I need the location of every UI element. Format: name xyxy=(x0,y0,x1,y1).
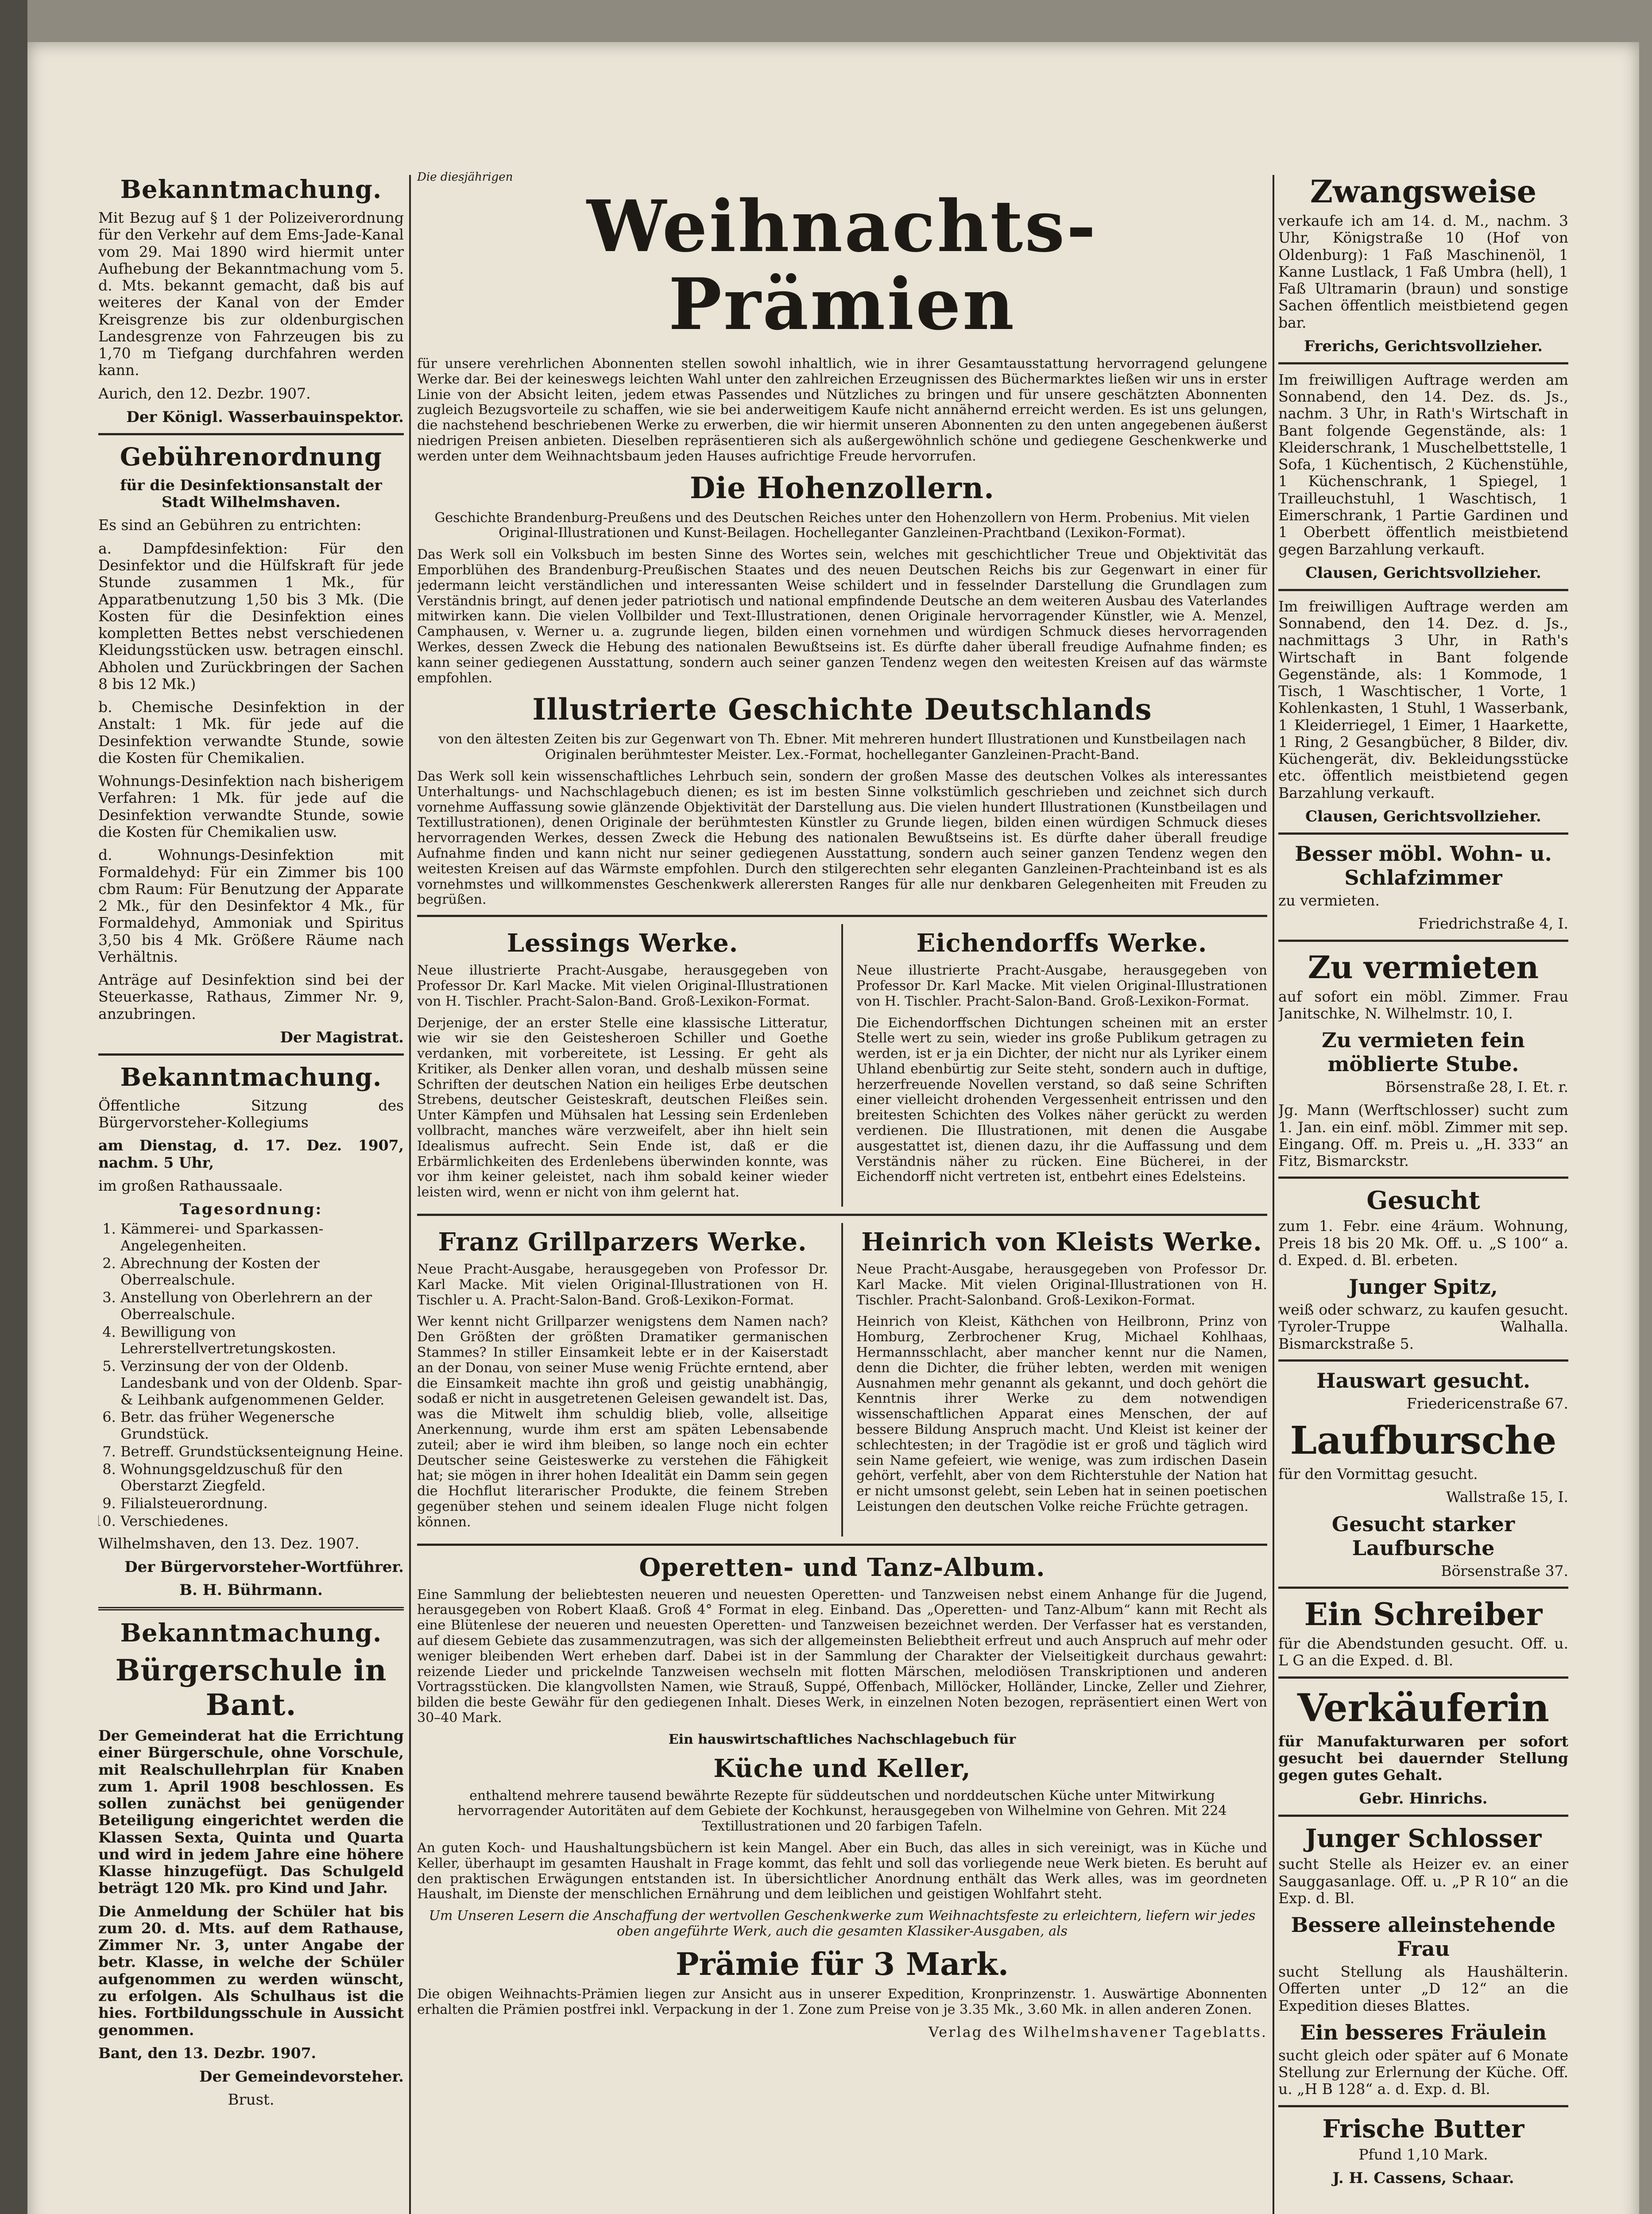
agenda-item: 3. Anstellung von Oberlehrern an der Oberrealschule. xyxy=(120,1289,404,1323)
agenda-item: 6. Betr. das früher Wegenersche Grundstück. xyxy=(120,1409,404,1443)
kleist-text: Heinrich von Kleist, Käthchen von Heilbronn, Prinz von Homburg, Zerbrochener Krug, Michael Kohlhaas, Hermannsschlacht, aber mancher kennt nur die Namen, denn die Dichter, die früher lebten, werden mit wenigen Ausnahmen mehr genannt als gekannt, und doch gehört die Kenntnis ihrer Werke zu dem notwendigen wissenschaftlichen Apparat eines Menschen, der auf bessere Bildung Anspruch macht. Und Kleist ist keiner der schlechtesten; in der Tragödie ist er groß und täglich wird sein Name gefeiert, wie wenige, was zum irdischen Dasein gehört, verfehlt, aber von dem Richterstuhle der Nation hat er nicht umsonst gelebt, sein Leben hat in seinen poetischen Leistungen den deutschen Volke reiche Früchte getragen. xyxy=(856,1314,1267,1515)
divider xyxy=(1278,1359,1568,1362)
a8-addr: Wallstraße 15, I. xyxy=(1446,1488,1568,1506)
bek2-place: im großen Rathaussaale. xyxy=(98,1177,283,1194)
lessing-sub: Neue illustrierte Pracht-Ausgabe, herausgegeben von Professor Dr. Karl Macke. Mit vielen Original-Illustrationen von H. Tischler. Pracht-Salon-Band. Groß-Lexikon-Format. xyxy=(417,963,828,1009)
bek1-sig: Der Königl. Wasserbauinspektor. xyxy=(126,408,404,426)
frei1-sig: Clausen, Gerichtsvollzieher. xyxy=(1305,564,1541,582)
column-rule xyxy=(409,175,411,2214)
zw-title: Zwangsweise xyxy=(1310,173,1537,210)
a11-text: für Manufakturwaren per sofort gesucht bei dauernder Stellung gegen gutes Gehalt. xyxy=(1278,1732,1568,1784)
bek1-text: Mit Bezug auf § 1 der Polizeiverordnung für den Verkehr auf dem Ems-Jade-Kanal vom 29. Mai 1890 wird hiermit unter Aufhebung der Bekanntmachung vom 5. d. Mts. bekannt gemacht, daß bis auf weiteres der Kanal von der Emder Kreisgrenze bis zur oldenburgischen Landesgrenze von Fahrzeugen bis zu 1,70 m Tiefgang durchfahren werden kann. xyxy=(98,209,404,379)
bek2-sig2: B. H. Bührmann. xyxy=(179,1581,323,1599)
a13-title: Bessere alleinstehende Frau xyxy=(1291,1913,1556,1961)
bek3-title: Bekanntmachung. xyxy=(120,1618,382,1648)
books-row-1 xyxy=(417,924,1267,1207)
divider xyxy=(1278,1177,1568,1179)
agenda-item: 8. Wohnungsgeldzuschuß für den Oberstarzt Ziegfeld. xyxy=(120,1461,404,1495)
right-column xyxy=(1278,170,1568,2192)
kueche-sub: enthaltend mehrere tausend bewährte Rezepte für süddeutschen und norddeutschen Küche unter Mitwirkung hervorragender Autoritäten auf dem Gebiete der Kochkunst, herausgegeben von Wilhelmine von Gehren. Mit 224 Textillustrationen und 20 farbigen Tafeln. xyxy=(457,1788,1227,1835)
geb-e: Anträge auf Desinfektion sind bei der Steuerkasse, Rathaus, Zimmer Nr. 9, anzubringen. xyxy=(98,971,404,1022)
bek3-text: Der Gemeinderat hat die Errichtung einer Bürgerschule, ohne Vorschule, mit Realschullehrplan für Knaben zum 1. April 1908 beschlossen. Es sollen zunächst bei genügender Beteiligung eingerichtet werden die Klassen Sexta, Quinta und Quarta und wird in jedem Jahre eine höhere Klasse hinzugefügt. Das Schulgeld beträgt 120 Mk. pro Kind und Jahr. xyxy=(98,1726,404,1897)
bek3-sig: Der Gemeindevorsteher. xyxy=(199,2068,404,2086)
a2-text: auf sofort ein möbl. Zimmer. Frau Janitschke, N. Wilhelmstr. 10, I. xyxy=(1278,987,1568,1022)
illu-text: Das Werk soll kein wissenschaftliches Lehrbuch sein, sondern der großen Masse des deutschen Volkes als interessantes Unterhaltungs- und Nachschlagebuch dienen; es ist im besten Sinne volkstümlich geschrieben und zeichnet sich durch vornehme Auffassung sowie glänzende Objektivität der Darstellung aus. Die vielen hundert Illustrationen (Kunstbeilagen und Textillustrationen), denen Originale der berühmtesten Künstler zu Grunde liegen, bilden einen würdigen Schmuck dieses hervorragenden Werkes, dessen Zweck die Hebung des nationalen Bewußtseins ist. Es dürfte daher überall freudige Aufnahme finden und kann nicht nur seiner gediegenen Ausstattung, sondern auch seiner ganzen Tendenz wegen den weitesten Kreisen auf das Wärmste empfohlen. Durch den stilgerechten sehr eleganten Ganzleinen-Prachteinband ist es als vornehmstes und willkommenstes Geschenkwerk allerersten Ranges für alle nur denkbaren Gelegenheiten mit Freuden zu begrüßen. xyxy=(417,768,1267,908)
kleist-sub: Neue Pracht-Ausgabe, herausgegeben von Professor Dr. Karl Macke. Mit vielen Original-Illustrationen von H. Tischler. Pracht-Salonband. Groß-Lexikon-Format. xyxy=(856,1262,1267,1308)
eichendorff-title: Eichendorffs Werke. xyxy=(916,929,1207,958)
frei1-text: Im freiwilligen Auftrage werden am Sonnabend, den 14. Dez. ds. Js., nachm. 3 Uhr, in Rath's Wirtschaft in Bant folgende Gegenstände, als: 1 Kleiderschrank, 1 Muschelbettstelle, 1 Sofa, 1 Küchentisch, 2 Küchenstühle, 1 Küchenschrank, 1 Spiegel, 1 Trailleuchstuhl, 1 Waschtisch, 1 Eimerschrank, 1 Partie Gardinen und 1 Oberbett öffentlich meistbietend gegen Barzahlung verkauft. xyxy=(1278,371,1568,558)
books-row-2 xyxy=(417,1223,1267,1537)
a11-sig: Gebr. Hinrichs. xyxy=(1359,1790,1488,1808)
operetten-text: Eine Sammlung der beliebtesten neueren und neuesten Operetten- und Tanzweisen nebst einem Anhange für die Jugend, herausgegeben von Robert Klaaß. Groß 4° Format in eleg. Einband. Das „Operetten- und Tanz-Album“ kann mit Recht als eine Blütenlese der neueren und neuesten Operetten- und Tanzweisen bezeichnet werden. Der Verfasser hat es verstanden, auf diesem Gebiete das zusammenzutragen, was sich der allgemeinsten Beliebtheit erfreut und auch Anspruch auf mehr oder weniger bleibenden Wert erheben darf. Dabei ist in der Sammlung der Charakter der Vielseitigkeit durchaus gewahrt: reizende Lieder und prickelnde Tanzweisen wechseln mit flotten Märschen, melodiösen Transkriptionen und anderen Vortragsstücken. Die klangvollsten Namen, wie Strauß, Suppé, Offenbach, Millöcker, Holländer, Lincke, Zeller und Ziehrer, bilden die beste Gewähr für den gediegenen Inhalt. Dieses Werk, in einzelnen Noten bezogen, repräsentiert einen Wert von 30–40 Mark. xyxy=(417,1587,1267,1726)
a4-text: Jg. Mann (Werftschlosser) sucht zum 1. Jan. ein einf. möbl. Zimmer mit sep. Eingang. Off. m. Preis u. „H. 333“ an Fitz, Bismarckstr. xyxy=(1278,1101,1568,1170)
frei2-text: Im freiwilligen Auftrage werden am Sonnabend, den 14. Dez. d. Js., nachmittags 3 Uhr, in Rath's Wirtschaft in Bant folgende Gegenstände, als: 1 Kommode, 1 Tisch, 1 Waschtischer, 1 Vorte, 1 Kohlenkasten, 1 Stuhl, 1 Wasserbank, 1 Kleiderriegel, 1 Eimer, 1 Haarkette, 1 Ring, 2 Gesangbücher, 8 Bilder, div. Küchengerät, div. Bekleidungsstücke etc. öffentlich meistbietend gegen Barzahlung verkauft. xyxy=(1278,597,1568,801)
geb-b: b. Chemische Desinfektion in der Anstalt: 1 Mk. für jede auf die Desinfektion verwandte Stunde, sowie die Kosten für Chemikalien. xyxy=(98,698,404,766)
geb-c: Wohnungs-Desinfektion nach bisherigem Verfahren: 1 Mk. für jede auf die Desinfektion verwandte Stunde, sowie die Kosten für Chemikalien usw. xyxy=(98,772,404,840)
column-rule xyxy=(1273,175,1274,2214)
zw-text: verkaufe ich am 14. d. M., nachm. 3 Uhr, Königstraße 10 (Hof von Oldenburg): 1 Faß Maschinenöl, 1 Kanne Lustlack, 1 Faß Umbra (hell), 1 Faß Ultramarin (braun) und sonstige Sachen öffentlich meistbietend gegen bar. xyxy=(1278,212,1568,331)
eichendorff-text: Die Eichendorffschen Dichtungen scheinen mit an erster Stelle wert zu sein, wieder ins große Publikum getragen zu werden, ist er ja ein Dichter, der nicht nur als Lyriker einem Uhland ebenbürtig zur Seite steht, sondern auch in duftige, herzerfreuende Novellen verstand, so daß seine Schriften einer vielleicht drohenden Vergessenheit entrissen und den breitesten Schichten des Volkes näher gerückt zu werden verdienen. Die Illustrationen, mit denen die Ausgabe ausgestattet ist, dienen dazu, ihr die Auffassung und dem Verständnis näher zu rücken. Eine Bücherei, in der Eichendorff nicht vertreten ist, entbehrt eines Edelsteins. xyxy=(856,1015,1267,1185)
geb-d: d. Wohnungs-Desinfektion mit Formaldehyd: Für ein Zimmer bis 100 cbm Raum: Für Benutzung der Apparate 2 Mk., für den Desinfektor 4 Mk., für Formaldehyd, Ammoniak und Spiritus 3,50 bis 4 Mk. Größere Räume nach Verhältnis. xyxy=(98,846,404,965)
praemien-title: Weihnachts-Prämien xyxy=(587,185,1098,346)
a3-addr: Börsenstraße 28, I. Et. r. xyxy=(1385,1078,1568,1096)
bek2-sig: Der Bürgervorsteher-Wortführer. xyxy=(124,1558,404,1576)
a9-title: Gesucht starker Laufbursche xyxy=(1331,1512,1515,1560)
illu-title: Illustrierte Geschichte Deutschlands xyxy=(532,692,1152,727)
agenda-item: 4. Bewilligung von Lehrerstellvertretungskosten. xyxy=(120,1324,404,1358)
a2-title: Zu vermieten xyxy=(1308,948,1539,986)
divider xyxy=(98,433,404,435)
a12-text: sucht Stelle als Heizer ev. an einer Sauggasanlage. Off. u. „P R 10“ an die Exp. d. Bl. xyxy=(1278,1855,1568,1907)
praemien-pre: Die diesjährigen xyxy=(417,170,513,184)
divider xyxy=(417,915,1267,917)
lessing-text: Derjenige, der an erster Stelle eine klassische Litteratur, wie wir sie den Geistesheroen Schiller und Goethe verdanken, mit vorbereitete, ist Lessing. Er geht als Kritiker, als Denker allen voran, und deshalb müssen seine Schriften der deutschen Nation ein heiliges Erbe deutschen Strebens, deutscher Geisteskraft, deutschen Fleißes sein. Unter Kämpfen und Mühsalen hat Lessing sein Erdenleben vollbracht, manches wäre verzweifelt, aber ihn hielt sein Idealismus aufrecht. Sein Ende ist, daß er die Erbärmlichkeiten des Erdenlebens überwinden konnte, was vor ihm keiner geleistet, nach ihm sobald keiner wieder leisten wird, wenn er nicht von ihm gelernt hat. xyxy=(417,1015,828,1200)
bek2-agenda: Tagesordnung: xyxy=(179,1200,323,1219)
bek2-place2: Wilhelmshaven, den 13. Dez. 1907. xyxy=(98,1534,360,1552)
a12-title: Junger Schlosser xyxy=(1305,1824,1542,1854)
agenda-item: 10. Verschiedenes. xyxy=(120,1513,404,1530)
illu-sub: von den ältesten Zeiten bis zur Gegenwart von Th. Ebner. Mit mehreren hundert Illustrationen und Kunstbeilagen nach Originalen berühmtester Meister. Lex.-Format, hochelleganter Ganzleinen-Pracht-Band. xyxy=(438,732,1246,763)
agenda-list xyxy=(98,1221,404,1530)
eichendorff-sub: Neue illustrierte Pracht-Ausgabe, herausgegeben von Professor Dr. Karl Macke. Mit vielen Original-Illustrationen von H. Tischler. Pracht-Salon-Band. Groß-Lexikon-Format. xyxy=(856,963,1267,1009)
a5-text: zum 1. Febr. eine 4räum. Wohnung, Preis 18 bis 20 Mk. Off. u. „S 100“ a. d. Exped. d. Bl. erbeten. xyxy=(1278,1217,1568,1269)
divider xyxy=(417,1214,1267,1216)
grillparzer-sub: Neue Pracht-Ausgabe, herausgegeben von Professor Dr. Karl Macke. Mit vielen Original-Illustrationen von H. Tischler u. A. Pracht-Salon-Band. Groß-Lexikon-Format. xyxy=(417,1262,828,1308)
divider xyxy=(98,1053,404,1056)
divider xyxy=(417,1544,1267,1546)
geb-title: Gebührenordnung xyxy=(120,442,383,472)
a15-title: Frische Butter xyxy=(1322,2114,1524,2144)
column-rule xyxy=(841,924,843,1207)
kueche-text: An guten Koch- und Haushaltungsbüchern ist kein Mangel. Aber ein Buch, das alles in sich vereinigt, was in Küche und Keller, überhaupt im gesamten Haushalt in Frage kommt, das fehlt und soll das vorliegende neue Werk bieten. Es beruht auf den praktischen Erwägungen entstanden ist. In übersichtlicher Anordnung enthält das Werk alles, was im geordneten Haushalt, im Dienste der menschlichen Ernährung und dem leiblichen und geistigen Wohlfahrt steht. xyxy=(417,1840,1267,1902)
a14-title: Ein besseres Fräulein xyxy=(1300,2020,1547,2044)
a8-title: Laufbursche xyxy=(1290,1418,1557,1463)
a11-title: Verkäuferin xyxy=(1297,1685,1549,1730)
divider xyxy=(1278,1676,1568,1679)
a8-text: für den Vormittag gesucht. xyxy=(1278,1465,1478,1483)
geb-sig: Der Magistrat. xyxy=(280,1028,404,1046)
hohenzollern-sub: Geschichte Brandenburg-Preußens und des Deutschen Reiches unter den Hohenzollern von Herm. Probenius. Mit vielen Original-Illustrationen und Kunst-Beilagen. Hochelleganter Ganzleinen-Prachtband (Lexikon-Format). xyxy=(434,510,1250,541)
a13-text: sucht Stellung als Haushälterin. Offerten unter „D 12“ an die Expedition dieses Blattes. xyxy=(1278,1963,1568,2014)
middle-column xyxy=(417,170,1267,2040)
binding-gutter xyxy=(0,0,27,2214)
a5-title: Gesucht xyxy=(1366,1186,1480,1215)
agenda-item: 1. Kämmerei- und Sparkassen-Angelegenheiten. xyxy=(120,1221,404,1254)
geb-subtitle: für die Desinfektionsanstalt der Stadt Wilhelmshaven. xyxy=(120,476,382,511)
hohenzollern-text: Das Werk soll ein Volksbuch im besten Sinne des Wortes sein, welches mit geschichtlicher Treue und Objektivität das Emporblühen des Brandenburg-Preußischen Staates und des neuen Deutschen Reichs bis zur Gegenwart in einer für jedermann leicht verständlichen und interessanten Weise schildert und in fesselnder Darstellung die Grundlagen zum Verständnis bringt, auf denen jeder patriotisch und national empfindende Deutsche an dem weiteren Ausbau des Vaterlandes mitwirken kann. Die vielen Vollbilder und Text-Illustrationen, denen Originale hervorragender Künstler, wie A. Menzel, Camphausen, v. Werner u. a. zugrunde liegen, bilden einen vornehmen und würdigen Schmuck dieses hervorragenden Werkes, dessen Zweck die Hebung des nationalen Bewußtseins ist. Es dürfte daher überall freudige Aufnahme finden; es kann seiner gediegenen Ausstattung, sondern auch seiner ganzen Tendenz wegen den weitesten Kreisen auf das wärmste empfohlen. xyxy=(417,547,1267,686)
a10-title: Ein Schreiber xyxy=(1304,1596,1543,1633)
divider xyxy=(1278,940,1568,942)
praemien-intro: für unsere verehrlichen Abonnenten stellen sowohl inhaltlich, wie in ihrer Gesamtausstattung hervorragend gelungene Werke dar. Bei der keineswegs leichten Wahl unter den zahlreichen Erzeugnissen des Büchermarktes ließen wir uns in erster Linie von der Absicht leiten, jedem etwas Passendes und Nützliches zu bringen und für unsere geschätzten Abonnenten zugleich Bezugsvorteile zu schaffen, wie sie bei anderweitigem Kaufe nicht annähernd erreicht werden. Es ist uns gelungen, die nachstehend beschriebenen Werke zu erwerben, die wir hiermit unseren Abonnenten zu den unten angegebenen äußerst niedrigen Preisen anbieten. Dieselben repräsentieren sich als außergewöhnlich schöne und gediegene Geschenkwerke und werden unter dem Weihnachtsbaum jeden Hauses aufrichtige Freude hervorrufen. xyxy=(417,356,1267,464)
hohenzollern-title: Die Hohenzollern. xyxy=(690,470,994,505)
a1-title: Besser möbl. Wohn- u. Schlafzimmer xyxy=(1295,841,1552,890)
newspaper-page xyxy=(27,42,1639,2214)
operetten-title: Operetten- und Tanz-Album. xyxy=(639,1552,1045,1582)
divider xyxy=(1278,1815,1568,1817)
a15-sig: J. H. Cassens, Schaar. xyxy=(1332,2169,1514,2187)
zw-sig: Frerichs, Gerichtsvollzieher. xyxy=(1304,337,1543,355)
agenda-item: 5. Verzinsung der von der Oldenb. Landesbank und von der Oldenb. Spar- & Leihbank aufgenommenen Gelder. xyxy=(120,1358,404,1408)
bek2-date: am Dienstag, d. 17. Dez. 1907, nachm. 5 Uhr, xyxy=(98,1137,404,1171)
a6-title: Junger Spitz, xyxy=(1349,1275,1498,1299)
a7-addr: Friedericenstraße 67. xyxy=(1406,1394,1568,1412)
kueche-pre: Ein hauswirtschaftliches Nachschlagebuch für xyxy=(668,1731,1016,1747)
divider xyxy=(1278,589,1568,591)
frei2-sig: Clausen, Gerichtsvollzieher. xyxy=(1305,807,1541,825)
kleist-title: Heinrich von Kleists Werke. xyxy=(861,1227,1262,1257)
divider xyxy=(1278,1587,1568,1589)
bek3-heading: Bürgerschule in Bant. xyxy=(115,1653,387,1722)
agenda-item: 9. Filialsteuerordnung. xyxy=(120,1495,404,1512)
verlag-line: Verlag des Wilhelmshavener Tageblatts. xyxy=(929,2024,1267,2041)
grillparzer-title: Franz Grillparzers Werke. xyxy=(438,1227,807,1257)
geb-intro: Es sind an Gebühren zu entrichten: xyxy=(98,516,362,534)
divider xyxy=(1278,362,1568,364)
bek3-text2: Die Anmeldung der Schüler hat bis zum 20. d. Mts. auf dem Rathause, Zimmer Nr. 3, unter Angabe der betr. Klasse, in welche der Schüler aufgenommen zu werden wünscht, zu erfolgen. Als Schulhaus ist die hies. Fortbildungsschule in Aussicht genommen. xyxy=(98,1902,404,2039)
a15-text: Pfund 1,10 Mark. xyxy=(1358,2145,1488,2163)
a3-title: Zu vermieten fein möblierte Stube. xyxy=(1322,1028,1525,1076)
a6-text: weiß oder schwarz, zu kaufen gesucht. Tyroler-Truppe Walhalla. Bismarckstraße 5. xyxy=(1278,1301,1568,1352)
a1-text: zu vermieten. xyxy=(1278,891,1380,909)
left-column xyxy=(98,170,404,2114)
a14-text: sucht gleich oder später auf 6 Monate Stellung zur Erlernung der Küche. Off. u. „H B 128“ a. d. Exp. d. Bl. xyxy=(1278,2046,1568,2098)
grillparzer-text: Wer kennt nicht Grillparzer wenigstens dem Namen nach? Den Größten der größten Dramatiker germanischen Stammes? In stiller Einsamkeit lebte er in der Kaiserstadt an der Donau, von seiner Muse wenig Früchte erntend, aber die Einsamkeit machte ihn groß und geistig unabhängig, sodaß er nicht in ausgetretenen Geleisen gewandelt ist. Das, was die Mitwelt ihm schuldig blieb, volle, allseitige Anerkennung, wurde ihm erst am späten Lebensabende zuteil; aber ie wird ihm bleiben, so lange noch ein echter Deutscher seine Geisteswerke zu verstehen die Fähigkeit hat; sie mögen in ihrer hohen Idealität ein Damm sein gegen die Hochflut literarischer Produkte, die feinem Streben gegenüber stehen und seinem idealen Fluge nicht folgen können. xyxy=(417,1314,828,1530)
lessing-title: Lessings Werke. xyxy=(507,929,739,958)
bek1-title: Bekanntmachung. xyxy=(120,175,382,204)
bek2-text: Öffentliche Sitzung des Bürgervorsteher-Kollegiums xyxy=(98,1096,404,1131)
divider xyxy=(1278,2105,1568,2107)
kueche-title: Küche und Keller, xyxy=(713,1753,971,1783)
column-rule xyxy=(841,1223,843,1537)
final-text: Die obigen Weihnachts-Prämien liegen zur Ansicht aus in unserer Expedition, Kronprinzenstr. 1. Auswärtige Abonnenten erhalten die Prämien postfrei inkl. Verpackung in der 1. Zone zum Preise von je 3.35 Mk., 3.60 Mk. in allen anderen Zonen. xyxy=(417,1986,1267,2017)
divider xyxy=(98,1607,404,1610)
bek1-place: Aurich, den 12. Dezbr. 1907. xyxy=(98,384,311,402)
divider xyxy=(1278,832,1568,835)
a10-text: für die Abendstunden gesucht. Off. u. L G an die Exped. d. Bl. xyxy=(1278,1635,1568,1669)
bek3-sig2: Brust. xyxy=(228,2091,275,2109)
agenda-item: 2. Abrechnung der Kosten der Oberrealschule. xyxy=(120,1255,404,1289)
kueche-end: Um Unseren Lesern die Anschaffung der wertvollen Geschenkwerke zum Weihnachtsfeste zu erleichtern, liefern wir jedes oben angeführte Werk, auch die gesamten Klassiker-Ausgaben, als xyxy=(429,1908,1256,1939)
bek3-place: Bant, den 13. Dezbr. 1907. xyxy=(98,2044,317,2062)
bek2-title: Bekanntmachung. xyxy=(120,1062,382,1092)
a1-addr: Friedrichstraße 4, I. xyxy=(1418,915,1568,933)
agenda-item: 7. Betreff. Grundstücksenteignung Heine. xyxy=(120,1444,404,1460)
a9-addr: Börsenstraße 37. xyxy=(1441,1562,1568,1579)
praemie-price: Prämie für 3 Mark. xyxy=(675,1945,1009,1982)
a7-title: Hauswart gesucht. xyxy=(1316,1368,1530,1393)
geb-a: a. Dampfdesinfektion: Für den Desinfektor und die Hülfskraft für jede Stunde zusammen 1 Mk., für Apparatbenutzung 1,50 bis 3 Mk. (Die Kosten für die Desinfektion eines kompletten Bettes nebst verschiedenen Kleidungsstücken usw. betragen einschl. Abholen und Zurückbringen der Sachen 8 bis 12 Mk.) xyxy=(98,539,404,693)
